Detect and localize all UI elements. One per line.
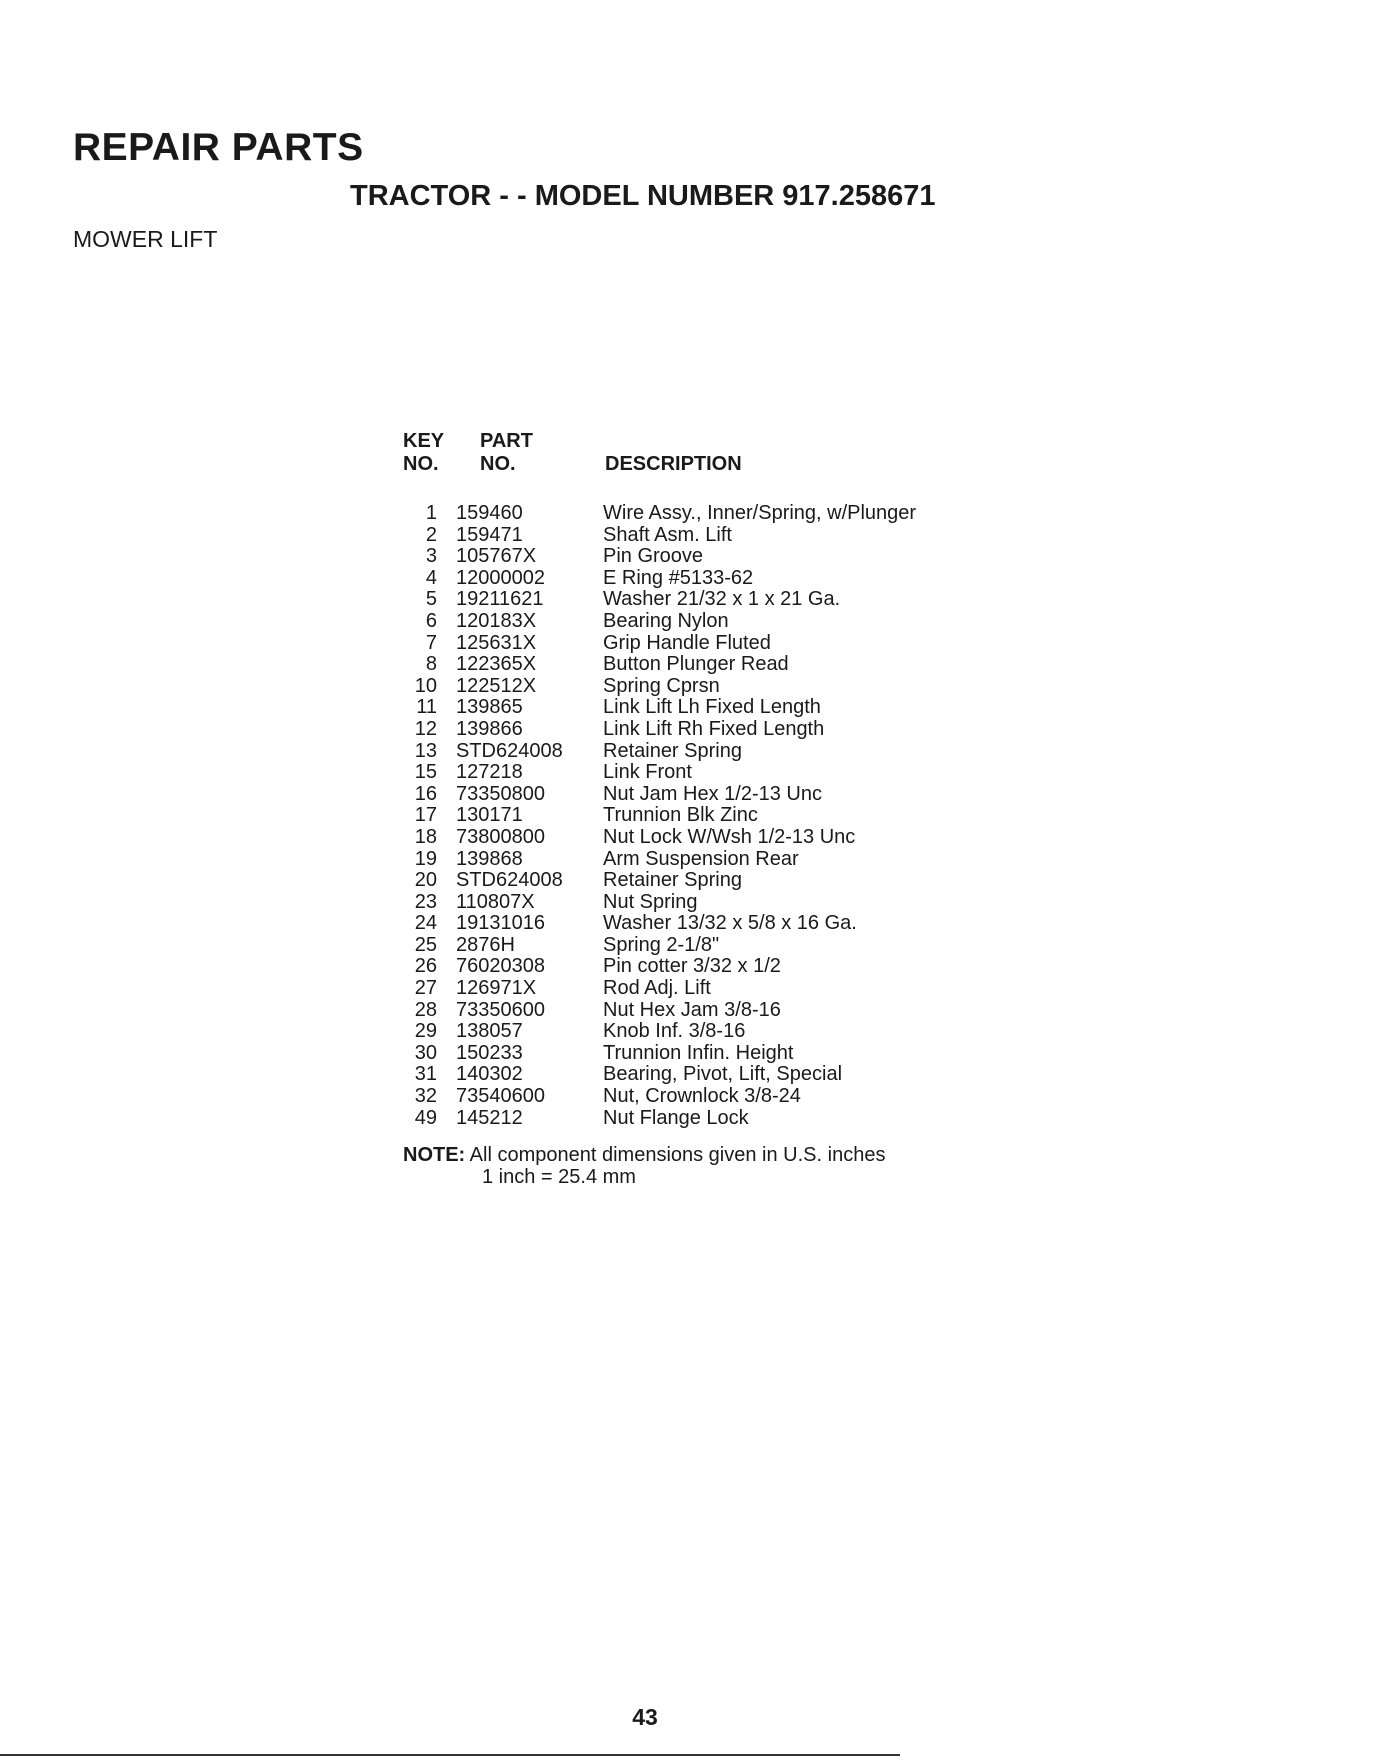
part-no-cell: 145212 — [456, 1106, 523, 1129]
note-label: NOTE: — [403, 1144, 466, 1166]
part-no-cell: 19211621 — [456, 588, 544, 611]
key-no-cell: 2 — [425, 523, 437, 546]
part-no-cell: STD624008 — [456, 869, 563, 892]
bottom-rule — [0, 1754, 900, 1756]
part-no-cell: STD624008 — [456, 739, 563, 762]
key-no-cell: 13 — [414, 739, 437, 762]
description-cell: Arm Suspension Rear — [603, 847, 799, 870]
key-no-cell: 18 — [414, 825, 437, 848]
key-no-cell: 20 — [414, 869, 437, 892]
description-cell: Nut Flange Lock — [603, 1106, 749, 1129]
key-no-header-line2: NO. — [403, 453, 439, 475]
description-cell: Nut Spring — [603, 890, 698, 913]
key-no-cell: 31 — [414, 1063, 437, 1086]
key-no-header-line1: KEY — [403, 430, 445, 452]
key-no-cell: 49 — [414, 1106, 437, 1129]
description-cell: Knob Inf. 3/8-16 — [603, 1020, 746, 1043]
description-cell: Nut Jam Hex 1/2-13 Unc — [603, 782, 822, 805]
key-no-cell: 32 — [414, 1085, 437, 1108]
key-no-cell: 4 — [425, 566, 437, 589]
part-no-cell: 73800800 — [456, 825, 545, 848]
description-cell: E Ring #5133-62 — [603, 566, 754, 589]
part-no-cell: 159471 — [456, 523, 523, 546]
key-no-cell: 29 — [414, 1020, 437, 1043]
section-title: MOWER LIFT — [73, 226, 218, 252]
key-no-cell: 8 — [425, 653, 437, 676]
part-no-cell: 12000002 — [456, 566, 545, 589]
description-cell: Washer 21/32 x 1 x 21 Ga. — [603, 588, 841, 611]
key-no-cell: 10 — [414, 674, 437, 697]
description-cell: Spring Cprsn — [603, 674, 720, 697]
part-no-cell: 120183X — [456, 609, 537, 632]
description-cell: Retainer Spring — [603, 869, 742, 892]
description-cell: Pin Groove — [603, 545, 704, 568]
key-no-cell: 19 — [414, 847, 437, 870]
key-no-cell: 27 — [414, 977, 437, 1000]
part-no-cell: 76020308 — [456, 955, 545, 978]
part-no-cell: 150233 — [456, 1041, 523, 1064]
part-no-cell: 122365X — [456, 653, 537, 676]
part-no-cell: 73540600 — [456, 1085, 545, 1108]
description-cell: Pin cotter 3/32 x 1/2 — [603, 955, 781, 978]
part-no-cell: 127218 — [456, 761, 523, 784]
part-no-cell: 138057 — [456, 1020, 523, 1043]
key-no-cell: 1 — [425, 502, 437, 524]
description-cell: Button Plunger Read — [603, 653, 789, 676]
key-no-cell: 12 — [414, 717, 437, 740]
key-no-cell: 26 — [414, 955, 437, 978]
description-cell: Retainer Spring — [603, 739, 742, 762]
note-text: All component dimensions given in U.S. inches — [469, 1144, 886, 1166]
key-no-cell: 15 — [414, 761, 437, 784]
key-no-cell: 16 — [414, 782, 437, 805]
model-number-heading: TRACTOR - - MODEL NUMBER 917.258671 — [350, 180, 936, 212]
description-cell: Nut, Crownlock 3/8-24 — [603, 1085, 801, 1108]
key-no-cell: 30 — [414, 1041, 437, 1064]
description-cell: Spring 2-1/8" — [603, 933, 720, 956]
description-cell: Link Lift Lh Fixed Length — [603, 696, 821, 719]
description-cell: Bearing Nylon — [603, 609, 729, 632]
description-cell: Link Lift Rh Fixed Length — [603, 717, 825, 740]
note — [403, 1144, 885, 1188]
page-title: REPAIR PARTS — [73, 126, 364, 169]
part-no-cell: 19131016 — [456, 912, 545, 935]
part-no-cell: 130171 — [456, 804, 523, 827]
part-no-cell: 122512X — [456, 674, 537, 697]
key-no-cell: 23 — [414, 890, 437, 913]
note-line1 — [403, 1144, 885, 1166]
key-no-cell: 17 — [414, 804, 437, 827]
description-cell: Link Front — [603, 761, 692, 784]
part-no-cell: 2876H — [456, 933, 515, 956]
description-cell: Washer 13/32 x 5/8 x 16 Ga. — [603, 912, 857, 935]
key-no-cell: 5 — [425, 588, 437, 611]
key-no-cell: 28 — [414, 998, 437, 1021]
key-no-cell: 7 — [425, 631, 437, 654]
key-no-cell: 3 — [425, 545, 437, 568]
part-no-cell: 139865 — [456, 696, 523, 719]
description-cell: Trunnion Infin. Height — [603, 1041, 794, 1064]
key-no-cell: 6 — [425, 609, 437, 632]
key-no-cell: 24 — [414, 912, 437, 935]
part-no-cell: 105767X — [456, 545, 537, 568]
part-no-header-line2: NO. — [480, 453, 516, 475]
part-no-cell: 110807X — [456, 890, 535, 913]
key-no-cell: 25 — [414, 933, 437, 956]
description-header: DESCRIPTION — [605, 453, 742, 475]
part-no-cell: 73350800 — [456, 782, 545, 805]
part-no-cell: 126971X — [456, 977, 537, 1000]
description-cell: Wire Assy., Inner/Spring, w/Plunger — [603, 502, 917, 524]
part-no-cell: 140302 — [456, 1063, 523, 1086]
part-no-header-line1: PART — [480, 430, 533, 452]
description-cell: Nut Lock W/Wsh 1/2-13 Unc — [603, 825, 856, 848]
part-no-cell: 73350600 — [456, 998, 545, 1021]
description-cell: Shaft Asm. Lift — [603, 523, 732, 546]
part-no-cell: 159460 — [456, 502, 523, 524]
key-no-cell: 11 — [416, 696, 437, 719]
page-number: 43 — [632, 1704, 658, 1730]
note-line2: 1 inch = 25.4 mm — [482, 1166, 636, 1188]
part-no-cell: 139868 — [456, 847, 523, 870]
description-cell: Grip Handle Fluted — [603, 631, 771, 654]
description-cell: Bearing, Pivot, Lift, Special — [603, 1063, 843, 1086]
part-no-cell: 139866 — [456, 717, 523, 740]
description-cell: Trunnion Blk Zinc — [603, 804, 758, 827]
part-no-cell: 125631X — [456, 631, 537, 654]
description-cell: Rod Adj. Lift — [603, 977, 711, 1000]
description-cell: Nut Hex Jam 3/8-16 — [603, 998, 781, 1021]
